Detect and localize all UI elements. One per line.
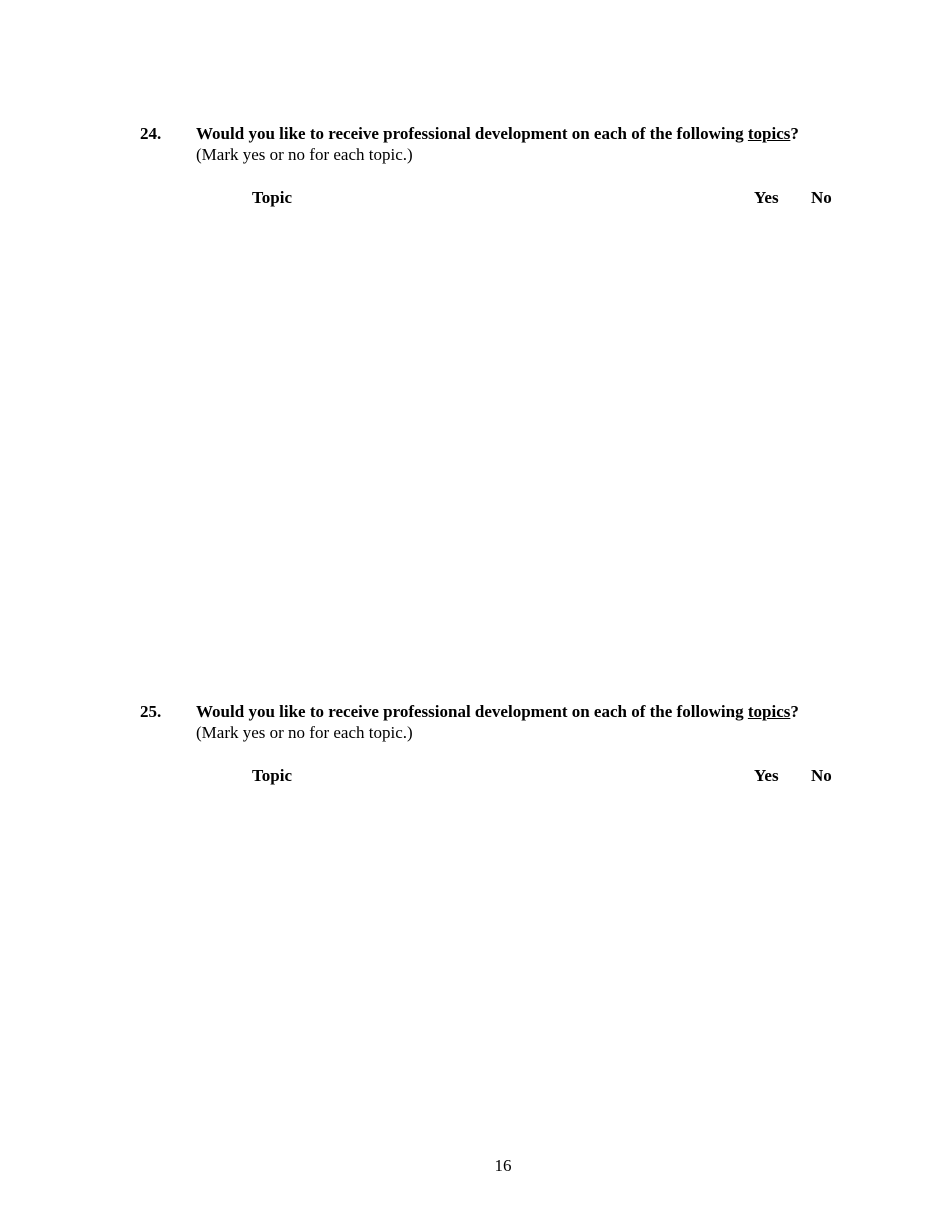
prompt-text: Would you like to receive professional development on each of the following <box>196 702 748 721</box>
question-prompt <box>196 123 799 144</box>
no-column-header: No <box>811 188 832 207</box>
question-number: 24. <box>140 124 162 143</box>
question-instruction: (Mark yes or no for each topic.) <box>196 145 413 164</box>
prompt-underlined: topics <box>747 124 791 143</box>
no-column-header: No <box>811 766 832 785</box>
yes-column-header: Yes <box>754 766 779 785</box>
column-header <box>0 187 950 208</box>
prompt-end: ? <box>790 702 799 721</box>
column-header <box>0 765 950 786</box>
question-number: 25. <box>140 702 162 721</box>
prompt-text: Would you like to receive professional development on each of the following <box>196 124 748 143</box>
prompt-underlined: topics <box>747 702 791 721</box>
yes-column-header: Yes <box>754 188 779 207</box>
topic-column-header: Topic <box>252 766 293 785</box>
question-instruction: (Mark yes or no for each topic.) <box>196 723 413 742</box>
question-25-header <box>0 701 950 745</box>
topic-column-header: Topic <box>252 188 293 207</box>
prompt-end: ? <box>790 124 799 143</box>
question-prompt <box>196 701 799 722</box>
page-number: 16 <box>494 1156 512 1175</box>
question-24-header <box>0 123 950 167</box>
